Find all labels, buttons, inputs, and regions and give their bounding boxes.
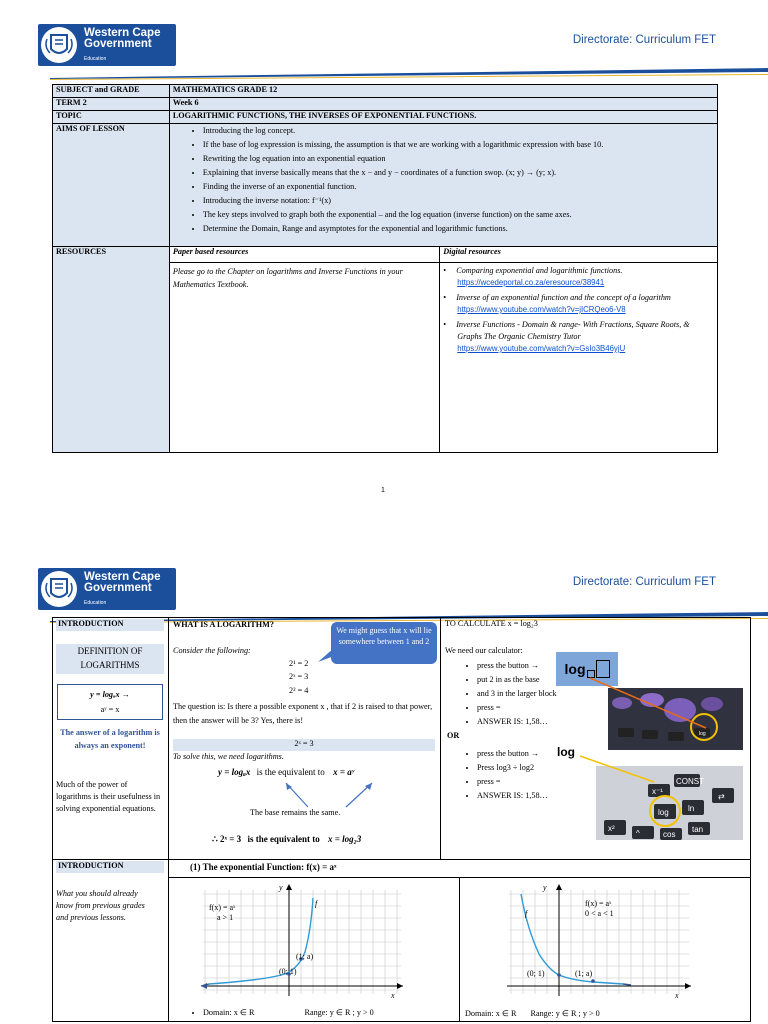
callout-pointer [318, 648, 334, 662]
digital-heading: Digital resources [440, 247, 718, 263]
list-item: • Determine the Domain, Range and asymptotes for the exponential and logarithmic functions. [203, 222, 714, 236]
logo-line-1: Western Cape [84, 571, 161, 583]
resources-label: RESOURCES [53, 247, 170, 453]
domain-list-left [173, 1006, 413, 1020]
digital-title: Inverse of an exponential function and the concept of a logarithm [456, 293, 671, 302]
equiv-left: y = logₐx [218, 767, 251, 777]
digital-resources [440, 263, 718, 453]
equiv-mid: is the equivalent to [256, 767, 325, 777]
log-button-label: log [557, 745, 575, 759]
graph-label: f(x) = aˣ [585, 899, 612, 908]
table-row [53, 111, 718, 124]
definition-label: DEFINITION OF LOGARITHMS [56, 644, 164, 674]
digital-item: • Comparing exponential and logarithmic functions. https://wcedeportal.co.za/eresource/38941 [443, 266, 623, 287]
range-text: Range: y ∈ R ; y > 0 [530, 1009, 600, 1018]
logo-line-2: Government [84, 38, 152, 50]
paper-resources: Please go to the Chapter on logarithms and Inverse Functions in your Mathematics Textbook. [169, 263, 439, 453]
therefore-right: x = log₂3 [327, 834, 362, 844]
subject-label: SUBJECT and GRADE [53, 85, 170, 98]
list-item: • ANSWER IS: 1,58… [477, 789, 607, 803]
graph-label: (0; 1) [527, 969, 545, 978]
digital-item: • Inverse of an exponential function and the concept of a logarithm https://www.youtube.com/watch?v=jICRQeo6-V8 [443, 293, 671, 314]
svg-text:CONST: CONST [676, 777, 704, 786]
solve-line: To solve this, we need logarithms. [173, 752, 284, 761]
table-row [53, 124, 718, 247]
term-value: Week 6 [169, 98, 717, 111]
therefore-left: ∴ 2ˣ = 3 [212, 834, 242, 844]
logo-line-1: Western Cape [84, 27, 161, 39]
digital-title: Comparing exponential and logarithmic functions. [456, 266, 623, 275]
graph-label: y [279, 883, 283, 892]
list-item: • press = [477, 701, 607, 715]
coat-of-arms-icon [41, 571, 77, 607]
term-label: TERM 2 [53, 98, 170, 111]
list-item: • If the base of log expression is missing, the assumption is that we are working with a logarithmic expression with base 10. [203, 138, 714, 152]
divider [459, 877, 460, 1022]
list-item: • press the button → [477, 747, 607, 761]
list-item: • press = [477, 775, 607, 789]
svg-text:cos: cos [663, 830, 676, 839]
graph-label: 0 < a < 1 [585, 909, 614, 918]
page-number: 1 [381, 487, 385, 494]
intro2-label: INTRODUCTION [56, 861, 164, 873]
aims-cell [169, 124, 717, 247]
list-item: • ANSWER IS: 1,58… [477, 715, 607, 729]
need-calc: We need our calculator: [445, 646, 523, 655]
consider-text: Consider the following: [173, 646, 251, 655]
directorate-title: Directorate: Curriculum FET [572, 34, 716, 46]
range-text: Range: y ∈ R ; y > 0 [304, 1008, 374, 1017]
topic-value: LOGARITHMIC FUNCTIONS, THE INVERSES OF EXPONENTIAL FUNCTIONS. [169, 111, 717, 124]
list-item: • Introducing the log concept. [203, 124, 714, 138]
equation: 2ˣ = 3 [289, 672, 309, 681]
key-label: x⁻¹ [652, 787, 663, 796]
list-item: • press the button → [477, 659, 607, 673]
digital-link[interactable]: https://wcedeportal.co.za/eresource/38941 [457, 278, 605, 287]
svg-text:ln: ln [688, 804, 695, 813]
equivalence-line [218, 767, 398, 777]
pointer-lines [570, 670, 710, 790]
intro2-note: What you should already know from previous grades and previous lessons. [56, 889, 145, 922]
table-row [53, 85, 718, 98]
logo-line-3: Education [84, 56, 107, 62]
log-label: log [564, 661, 586, 677]
intro-label: INTRODUCTION [56, 619, 164, 631]
domain-text: Domain: x ∈ R [203, 1008, 255, 1017]
topic-label: TOPIC [53, 111, 170, 124]
graph-label: f [525, 909, 528, 918]
table-row [53, 247, 718, 263]
svg-text:^: ^ [636, 829, 640, 838]
logo-line-2: Government [84, 582, 152, 594]
list-item: • The key steps involved to graph both the exponential – and the log equation (inverse function) on the same axes. [203, 208, 714, 222]
divider [440, 617, 441, 859]
equivalence-arrows [250, 779, 410, 809]
therefore-line [212, 834, 432, 845]
list-item: • and 3 in the larger block [477, 687, 607, 701]
page2-header [0, 548, 768, 618]
def-formula-2: aʸ = x [100, 705, 120, 714]
graph-label: x [675, 991, 679, 1000]
svg-text:log: log [658, 808, 669, 817]
subject-value: MATHEMATICS GRADE 12 [169, 85, 717, 98]
power-note: Much of the power of logarithms is their usefulness in solving exponential equations. [56, 780, 161, 813]
digital-link[interactable]: https://www.youtube.com/watch?v=jICRQeo6-V8 [457, 305, 626, 314]
exp-heading: (1) The exponential Function: f(x) = aˣ [190, 862, 337, 872]
graph-a-greater-1 [195, 880, 413, 1004]
divider [168, 617, 169, 1022]
highlight-equation: 2ˣ = 3 [173, 739, 435, 751]
graph-label: f(x) = aˣ [209, 903, 236, 912]
def-formula-1: y = logₐx → [90, 690, 130, 699]
equation: 2¹ = 2 [289, 659, 309, 668]
svg-text:⇄: ⇄ [718, 792, 725, 801]
aims-list [173, 124, 714, 236]
logo-line-3: Education [84, 600, 107, 606]
domain-text: Domain: x ∈ R [465, 1009, 517, 1018]
divider [168, 877, 751, 878]
graph-label: y [543, 883, 547, 892]
equation: 2² = 4 [289, 686, 309, 695]
question-text: The question is: Is there a possible exponent x , that if 2 is raised to that power, then the answer will be 3? Yes, there is! [173, 702, 433, 725]
base-same: The base remains the same. [250, 808, 341, 817]
coat-of-arms-icon [41, 27, 77, 63]
directorate-title: Directorate: Curriculum FET [572, 576, 716, 588]
list-item: • Introducing the inverse notation: f⁻¹(x) [203, 194, 714, 208]
list-item: • put 2 in as the base [477, 673, 607, 687]
graph-label: (1; a) [575, 969, 593, 978]
definition-box [57, 684, 163, 720]
calc-heading: TO CALCULATE x = log₂3 [445, 619, 538, 628]
page1-header [0, 0, 768, 70]
svg-text:log: log [699, 731, 706, 737]
guess-callout: We might guess that x will lie somewhere between 1 and 2 [331, 622, 437, 664]
what-heading: WHAT IS A LOGARITHM? [173, 620, 274, 629]
list-item: • Press log3 ÷ log2 [477, 761, 607, 775]
table-row [53, 98, 718, 111]
svg-text:x²: x² [608, 824, 615, 833]
answer-note: The answer of a logarithm is always an exponent! [60, 728, 160, 750]
wcg-logo [38, 568, 176, 610]
paper-heading: Paper based resources [169, 247, 439, 263]
wcg-logo [38, 24, 176, 66]
graph-a-less-1 [503, 880, 699, 1004]
domain-line-right [465, 1008, 745, 1018]
aims-label: AIMS OF LESSON [53, 124, 170, 247]
list-item: • Finding the inverse of an exponential function. [203, 180, 714, 194]
therefore-mid: is the equivalent to [247, 834, 320, 844]
lesson-plan-table [52, 84, 718, 453]
equiv-right: x = aʸ [333, 767, 355, 777]
graph-label: (1; a) [296, 952, 314, 961]
digital-link[interactable]: https://www.youtube.com/watch?v=GsIo3B46yjU [457, 344, 626, 353]
svg-text:tan: tan [692, 825, 704, 834]
graph-label: a > 1 [217, 913, 234, 922]
divider [52, 859, 751, 860]
graph-label: x [391, 991, 395, 1000]
list-item [203, 1006, 413, 1020]
digital-title: Inverse Functions - Domain & range- With Fractions, Square Roots, & Graphs The Organic Chemistry Tutor [456, 320, 690, 341]
list-item: • Explaining that inverse basically means that the x − and y − coordinates of a function swop. (x; y) → (y; x). [203, 166, 714, 180]
graph-label: f [315, 899, 318, 908]
header-swoosh [0, 66, 768, 80]
or-label: OR [447, 731, 460, 740]
digital-item: • Inverse Functions - Domain & range- With Fractions, Square Roots, & Graphs The Organic Chemistry Tutor https://www.youtube.com/watch?v=GsIo3B46yjU [443, 320, 690, 353]
list-item: • Rewriting the log equation into an exponential equation [203, 152, 714, 166]
graph-label: (0; 1) [279, 967, 297, 976]
